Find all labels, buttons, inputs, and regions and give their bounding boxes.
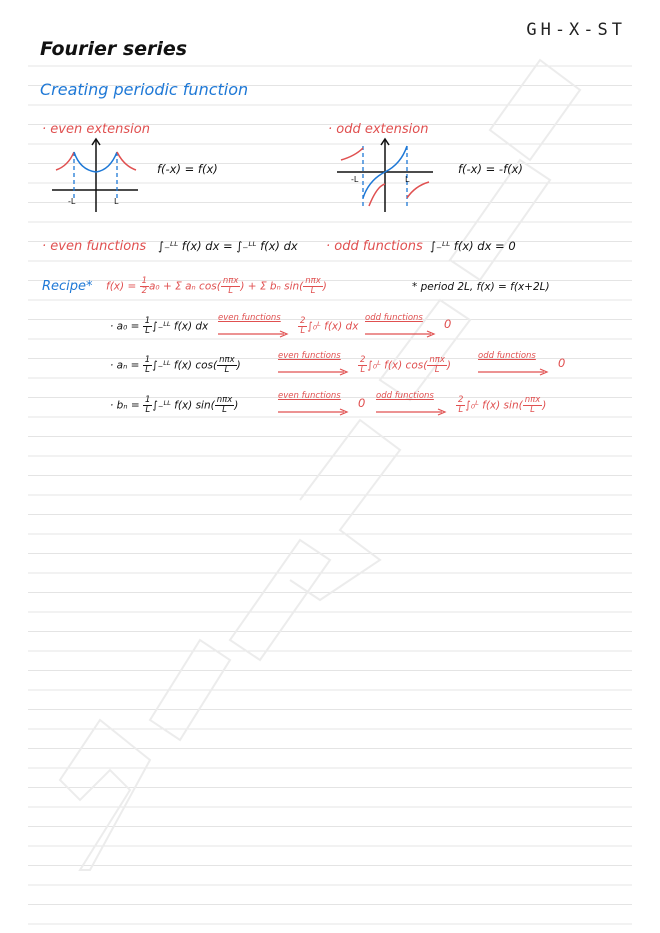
even-tick-neg-L: -L: [68, 197, 76, 206]
half-fraction: $\frac{1}{2}$: [141, 276, 147, 296]
even-functions-label: · even functions: [42, 239, 147, 254]
a0-coefficient-row: · a₀ = $\frac{1}{L}$ ∫₋ᴸᴸ f(x) dx: [110, 316, 209, 336]
odd-extension-graph: [335, 136, 435, 214]
a0-result: 0: [444, 317, 452, 331]
even-extension-graph: [50, 136, 140, 214]
odd-extension-label: · odd extension: [328, 122, 429, 137]
even-functions-formula: ∫₋ᴸᴸ f(x) dx = ∫₋ᴸᴸ f(x) dx: [158, 239, 298, 253]
an-arrow-even: even functions: [278, 351, 350, 380]
odd-extension-formula: f(-x) = -f(x): [458, 162, 523, 176]
period-note: * period 2L, f(x) = f(x+2L): [412, 281, 550, 293]
fourier-series-formula: [106, 277, 327, 296]
bn-final: $\frac{2}{L}$ ∫₀ᴸ f(x) sin( $\frac{\text{nπx}}{L}$ ): [458, 395, 547, 415]
an-mid: $\frac{2}{L}$ ∫₀ᴸ f(x) cos( $\frac{\text{nπx}}{L}$ ): [360, 355, 451, 375]
even-tick-pos-L: L: [114, 197, 119, 206]
page-title: Fourier series: [40, 38, 188, 60]
sin-sum: ) + Σ bₙ sin(: [240, 280, 304, 293]
a0-mid: $\frac{2}{L}$ ∫₀ᴸ f(x) dx: [300, 316, 359, 336]
a0-arrow-even: even functions: [218, 313, 290, 342]
a0-arrow-odd: odd functions: [365, 313, 437, 342]
an-result: 0: [558, 356, 566, 370]
series-lhs: f(x) =: [106, 280, 140, 293]
an-coefficient-row: · aₙ = $\frac{1}{L}$ ∫₋ᴸᴸ f(x) cos( $\frac{\text{nπx}}{L}$ ): [110, 355, 241, 375]
an-arrow-odd: odd functions: [478, 351, 550, 380]
even-extension-label: · even extension: [42, 122, 150, 137]
sin-argument: $\frac{\text{nπx}}{L}$: [305, 276, 321, 296]
cos-argument: $\frac{\text{nπx}}{L}$: [222, 276, 239, 296]
bn-coefficient-row: · bₙ = $\frac{1}{L}$ ∫₋ᴸᴸ f(x) sin( $\frac{\text{nπx}}{L}$ ): [110, 395, 239, 415]
even-extension-formula: f(-x) = f(x): [157, 162, 218, 176]
section-subtitle: Creating periodic function: [40, 80, 249, 99]
recipe-label: Recipe*: [42, 279, 93, 294]
cos-sum: Σ aₙ cos(: [175, 280, 221, 293]
odd-tick-neg-L: -L: [351, 175, 359, 184]
close-paren: ): [322, 280, 327, 293]
a0-lhs: · a₀ =: [110, 320, 143, 333]
a0-integral: ∫₋ᴸᴸ f(x) dx: [152, 320, 209, 333]
bn-mid-result: 0: [358, 396, 366, 410]
odd-tick-pos-L: L: [405, 175, 410, 184]
odd-functions-label: · odd functions: [326, 239, 423, 254]
a0-term: a₀ +: [149, 280, 176, 293]
odd-functions-formula: ∫₋ᴸᴸ f(x) dx = 0: [430, 239, 516, 253]
bn-arrow-even: even functions: [278, 391, 350, 420]
brand-logo: GH-X-ST: [526, 20, 626, 40]
bn-arrow-odd: odd functions: [376, 391, 448, 420]
